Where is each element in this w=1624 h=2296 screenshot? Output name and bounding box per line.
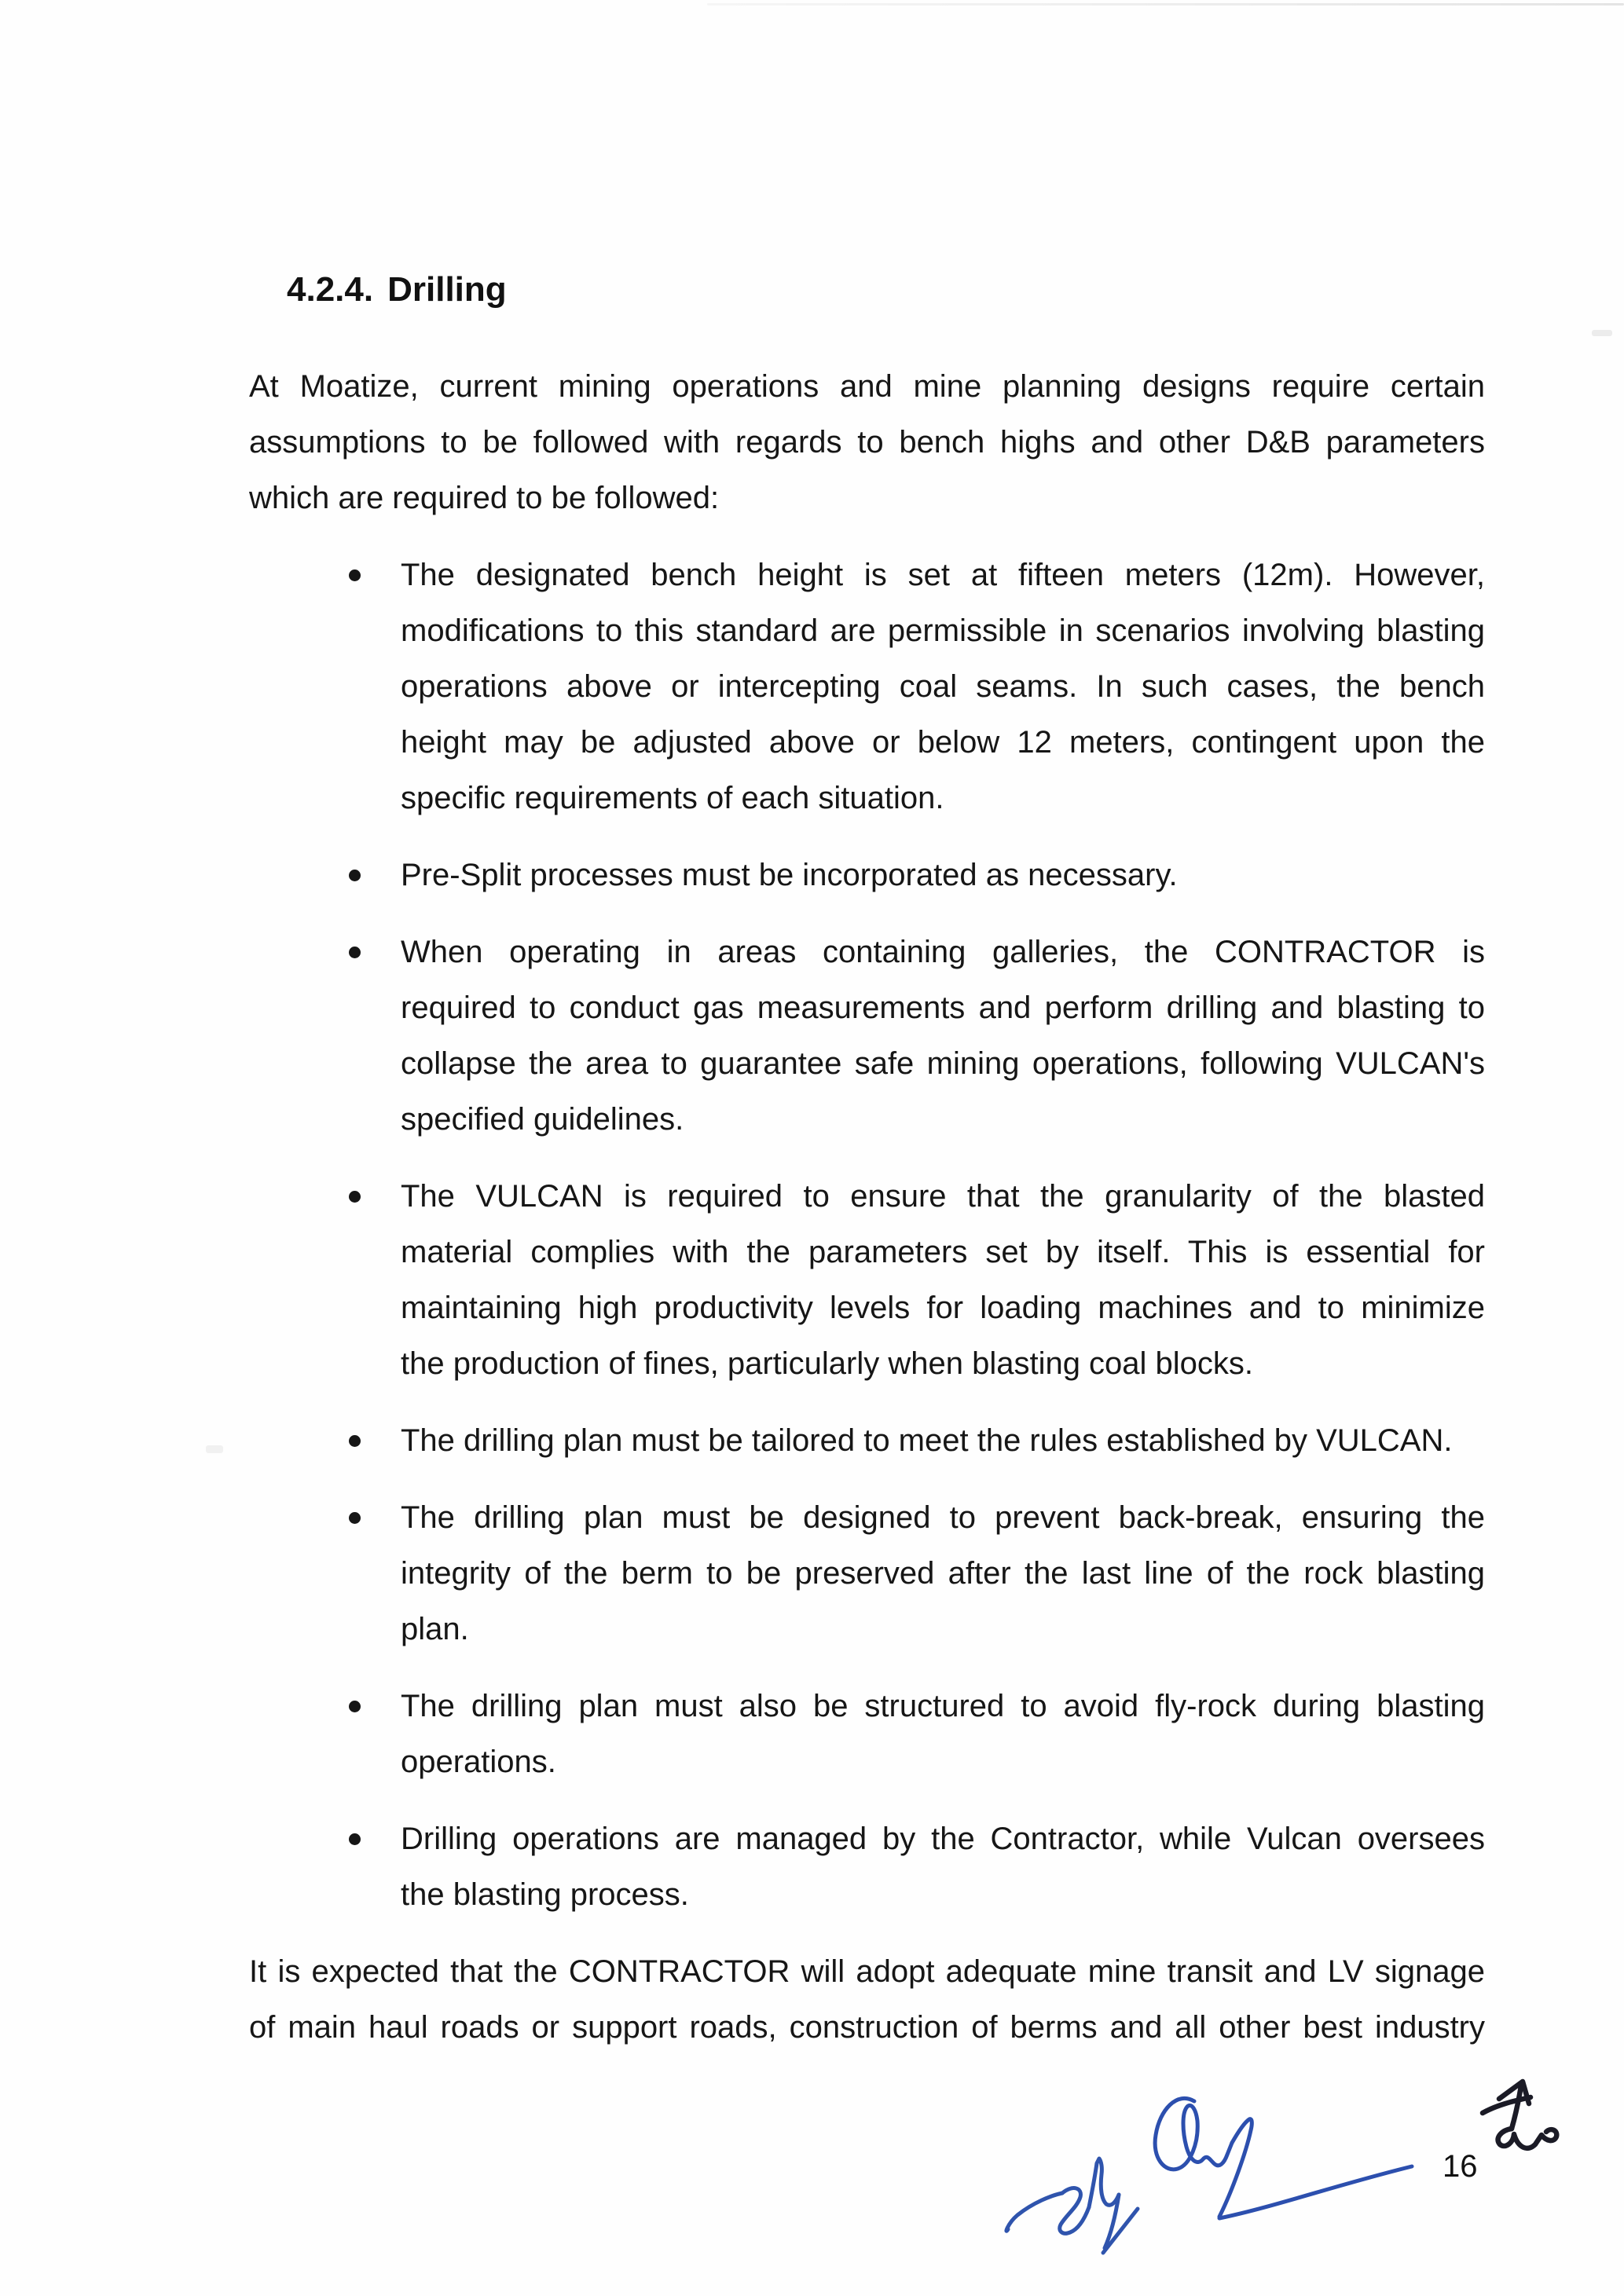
text-line: height may be adjusted above or below 12 meters, contingent upon the: [401, 725, 1485, 760]
bullet-item: [249, 547, 1485, 826]
section-heading: [287, 262, 1485, 317]
text-line: modifications to this standard are permissible in scenarios involving blasting: [401, 613, 1485, 648]
scan-artifact: [1592, 330, 1612, 336]
document-body: [249, 262, 1485, 2077]
signature-ink-center: [1155, 2098, 1412, 2218]
text-line: plan.: [401, 1612, 469, 1646]
heading-title: Drilling: [387, 270, 507, 309]
text-line: The VULCAN is required to ensure that the granularity of the blasted: [401, 1179, 1485, 1214]
text-line: of main haul roads or support roads, construction of berms and all other best industry: [249, 2010, 1485, 2045]
bullet-list: [249, 547, 1485, 1923]
text-line: It is expected that the CONTRACTOR will adopt adequate mine transit and LV signage: [249, 1954, 1485, 1989]
scan-artifact-top-line: [707, 3, 1624, 5]
text-line: integrity of the berm to be preserved after the last line of the rock blasting: [401, 1556, 1485, 1591]
signatures-layer: [943, 2066, 1624, 2296]
bullet-item: [249, 1169, 1485, 1392]
page-number: 16: [1443, 2149, 1478, 2184]
text-line: specific requirements of each situation.: [401, 781, 944, 815]
bullet-item: [249, 848, 1485, 903]
text-line: Pre-Split processes must be incorporated as necessary.: [401, 858, 1178, 892]
heading-number: 4.2.4.: [287, 270, 374, 309]
text-line: operations.: [401, 1745, 556, 1779]
bullet-item: [249, 925, 1485, 1148]
text-line: The drilling plan must be tailored to meet the rules established by VULCAN.: [401, 1423, 1453, 1458]
text-line: the blasting process.: [401, 1877, 689, 1912]
text-line: maintaining high productivity levels for loading machines and to minimize: [401, 1291, 1485, 1325]
text-line: Drilling operations are managed by the Contractor, while Vulcan oversees: [401, 1822, 1485, 1856]
text-line: assumptions to be followed with regards to bench highs and other D&B parameters: [249, 425, 1485, 460]
bullet-item: [249, 1490, 1485, 1657]
signature-ink-left: [1006, 2159, 1138, 2253]
text-line: required to conduct gas measurements and perform drilling and blasting to: [401, 991, 1485, 1025]
intro-paragraph: [249, 359, 1485, 526]
text-line: specified guidelines.: [401, 1102, 684, 1137]
bullet-item: [249, 1811, 1485, 1923]
text-line: When operating in areas containing galleries, the CONTRACTOR is: [401, 935, 1485, 969]
text-line: The drilling plan must also be structured to avoid fly-rock during blasting: [401, 1689, 1485, 1723]
text-line: collapse the area to guarantee safe mining operations, following VULCAN's: [401, 1046, 1485, 1081]
closing-paragraph: [249, 1944, 1485, 2056]
text-line: The drilling plan must be designed to prevent back-break, ensuring the: [401, 1500, 1485, 1535]
text-line: operations above or intercepting coal seams. In such cases, the bench: [401, 669, 1485, 704]
text-line: the production of fines, particularly when blasting coal blocks.: [401, 1346, 1254, 1381]
text-line: material complies with the parameters set by itself. This is essential for: [401, 1235, 1485, 1269]
text-line: At Moatize, current mining operations and mine planning designs require certain: [249, 369, 1485, 404]
text-line: which are required to be followed:: [249, 481, 720, 515]
text-line: The designated bench height is set at fifteen meters (12m). However,: [401, 558, 1485, 592]
bullet-item: [249, 1413, 1485, 1469]
initials-ink: [1483, 2082, 1556, 2148]
bullet-item: [249, 1679, 1485, 1790]
scan-artifact: [206, 1445, 223, 1453]
